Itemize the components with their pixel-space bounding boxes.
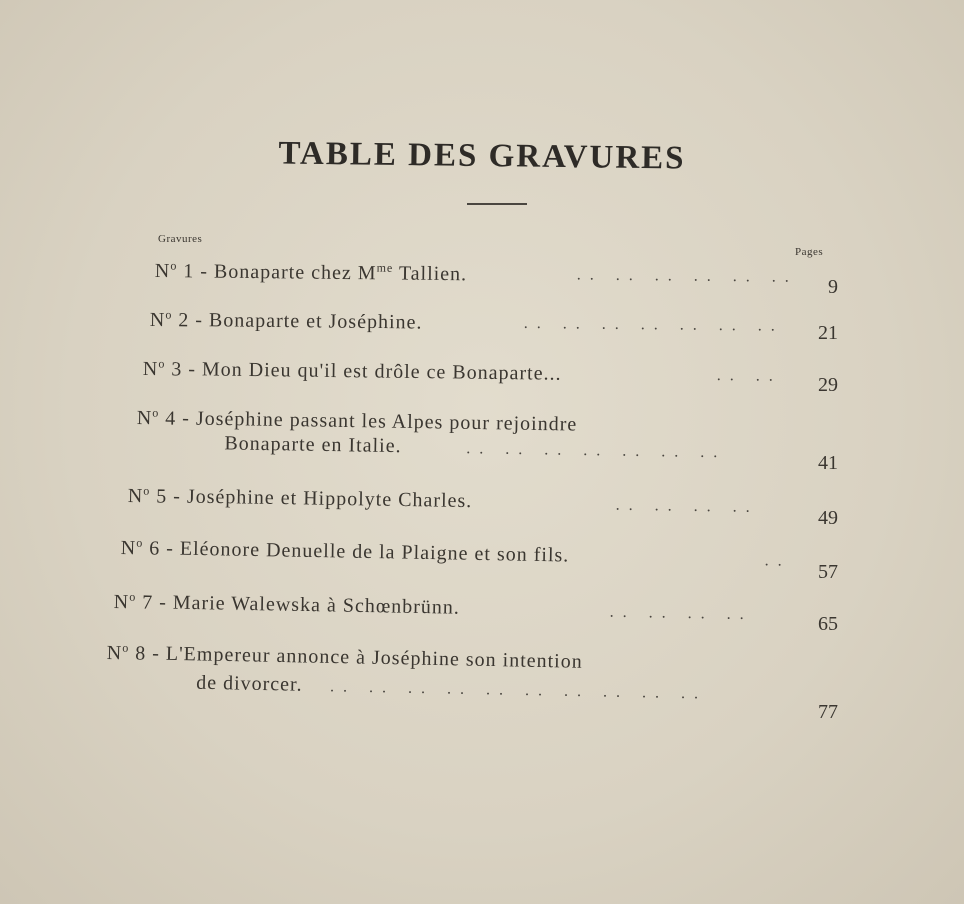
toc-entry-4 bbox=[136, 405, 727, 462]
toc-entry-5 bbox=[127, 483, 759, 516]
entry-number: $N^o$ 2 bbox=[149, 307, 190, 332]
entry-number: $N^o$ 8 bbox=[106, 640, 147, 665]
entry-title: - Bonaparte et Joséphine. bbox=[195, 309, 423, 334]
entry-page-number: 65 bbox=[818, 613, 838, 635]
entry-page-number: 49 bbox=[818, 507, 838, 529]
entry-title-continuation: Bonaparte en Italie. bbox=[224, 432, 402, 458]
entry-title: - Mon Dieu qu'il est drôle ce Bonaparte... bbox=[188, 358, 562, 385]
title-rule bbox=[467, 203, 527, 205]
leader-dots: .. .. bbox=[716, 367, 782, 385]
toc-entry-8 bbox=[106, 640, 708, 703]
entry-title: - Joséphine et Hippolyte Charles. bbox=[173, 485, 473, 513]
page-title: TABLE DES GRAVURES bbox=[278, 135, 686, 177]
leader-dots: .. .. .. .. .. .. .. .. .. .. bbox=[329, 678, 708, 703]
leader-dots: .. .. .. .. .. .. .. bbox=[466, 440, 727, 462]
toc-entry-2 bbox=[149, 307, 784, 335]
leader-dots: .. .. .. .. bbox=[615, 496, 759, 516]
entry-title-continuation: de divorcer. bbox=[195, 671, 303, 696]
entry-number: $N^o$ 3 bbox=[142, 356, 183, 381]
entry-page-number: 57 bbox=[818, 561, 838, 583]
entry-title: - Joséphine passant les Alpes pour rejoindre bbox=[182, 407, 578, 436]
entry-page-number: 29 bbox=[818, 374, 838, 396]
entry-title: - Bonaparte chez $M^{me}$ Tallien. bbox=[200, 260, 468, 285]
entry-number: $N^o$ 1 bbox=[154, 258, 195, 283]
column-header-pages: Pages bbox=[795, 246, 824, 258]
toc-entry-6 bbox=[120, 535, 791, 570]
entry-title: - Eléonore Denuelle de la Plaigne et son fils. bbox=[166, 537, 570, 567]
entry-number: $N^o$ 7 bbox=[113, 589, 154, 614]
toc-entry-3 bbox=[142, 356, 782, 386]
entry-page-number: 9 bbox=[828, 276, 838, 298]
entry-number: $N^o$ 6 bbox=[120, 535, 161, 560]
entry-title: - L'Empereur annonce à Joséphine son intention bbox=[151, 642, 583, 673]
entry-number: $N^o$ 4 bbox=[136, 405, 177, 430]
entry-number: $N^o$ 5 bbox=[127, 483, 168, 508]
leader-dots: .. .. .. .. .. .. .. bbox=[523, 314, 784, 335]
leader-dots: .. .. .. .. .. .. bbox=[576, 266, 798, 286]
column-header-gravures: Gravures bbox=[158, 233, 203, 245]
entry-page-number: 21 bbox=[818, 322, 838, 344]
toc-entry-7 bbox=[113, 589, 753, 624]
entry-page-number: 41 bbox=[818, 452, 838, 474]
leader-dots: .. .. .. .. bbox=[609, 603, 753, 624]
leader-dots: .. bbox=[764, 552, 791, 570]
toc-entry-1 bbox=[154, 258, 798, 286]
entry-page-number: 77 bbox=[818, 701, 838, 723]
entry-title: - Marie Walewska à Schœnbrünn. bbox=[159, 591, 461, 619]
